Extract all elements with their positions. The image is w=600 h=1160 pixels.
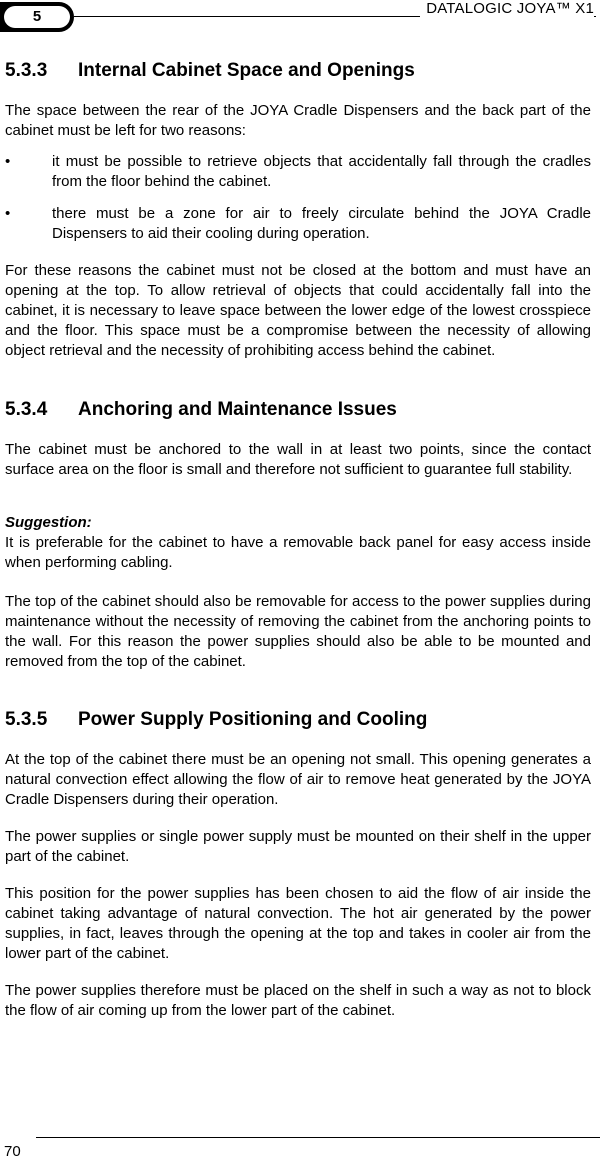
suggestion-text: It is preferable for the cabinet to have a removable back panel for easy access inside when performing cabling.	[5, 534, 591, 571]
bullet-icon: •	[5, 205, 11, 222]
paragraph: For these reasons the cabinet must not be closed at the bottom and must have an opening at the top. To allow retrieval of objects that could accidentally fall into the cabinet, it is necessary to leave space between the lower edge of the lowest crosspiece and the floor. This space must be a compromise between the necessity of allowing object retrieval and the necessity of prohibiting access behind the cabinet.	[5, 262, 591, 359]
paragraph: The cabinet must be anchored to the wall in at least two points, since the contact surface area on the floor is small and therefore not sufficient to guarantee full stability.	[5, 441, 591, 478]
section-title: Power Supply Positioning and Cooling	[78, 709, 428, 730]
paragraph: The top of the cabinet should also be removable for access to the power supplies during maintenance without the necessity of removing the cabinet from the anchoring points to the wall. For this reason the power supplies should also be able to be mounted and removed from the top of the cabinet.	[5, 593, 591, 670]
footer-rule	[36, 1137, 600, 1138]
section-heading-5-3-3	[5, 60, 591, 82]
paragraph: The power supplies therefore must be placed on the shelf in such a way as not to block the flow of air coming up from the lower part of the cabinet.	[5, 982, 591, 1019]
paragraph: At the top of the cabinet there must be an opening not small. This opening generates a natural convection effect allowing the flow of air to remove heat generated by the JOYA Cradle Dispensers during their operation.	[5, 751, 591, 808]
paragraph: The space between the rear of the JOYA Cradle Dispensers and the back part of the cabinet must be left for two reasons:	[5, 102, 591, 139]
bullet-icon: •	[5, 153, 11, 170]
page-number: 70	[4, 1143, 21, 1160]
suggestion-label: Suggestion:	[5, 514, 92, 531]
section-number: 5.3.4	[5, 399, 48, 420]
section-title: Anchoring and Maintenance Issues	[78, 399, 397, 420]
bullet-item	[5, 204, 591, 244]
bullet-item	[5, 152, 591, 192]
page-content	[5, 60, 591, 1021]
section-title: Internal Cabinet Space and Openings	[78, 60, 415, 81]
bullet-text: it must be possible to retrieve objects that accidentally fall through the cradles from the floor behind the cabinet.	[52, 153, 591, 190]
header-title: DATALOGIC JOYA™ X1	[420, 0, 594, 17]
paragraph: This position for the power supplies has been chosen to aid the flow of air inside the cabinet taking advantage of natural convection. The hot air generated by the power supplies, in fact, leaves through the opening at the top and takes in cooler air from the lower part of the cabinet.	[5, 885, 591, 962]
section-heading-5-3-4	[5, 399, 591, 421]
section-number: 5.3.3	[5, 60, 48, 81]
chapter-tab	[0, 2, 74, 32]
page-header	[0, 0, 600, 40]
chapter-number: 5	[4, 6, 70, 28]
page-footer	[0, 1135, 600, 1160]
paragraph: The power supplies or single power supply must be mounted on their shelf in the upper part of the cabinet.	[5, 828, 591, 865]
section-number: 5.3.5	[5, 709, 48, 730]
section-heading-5-3-5	[5, 709, 591, 731]
bullet-text: there must be a zone for air to freely circulate behind the JOYA Cradle Dispensers to aid their cooling during operation.	[52, 205, 591, 242]
